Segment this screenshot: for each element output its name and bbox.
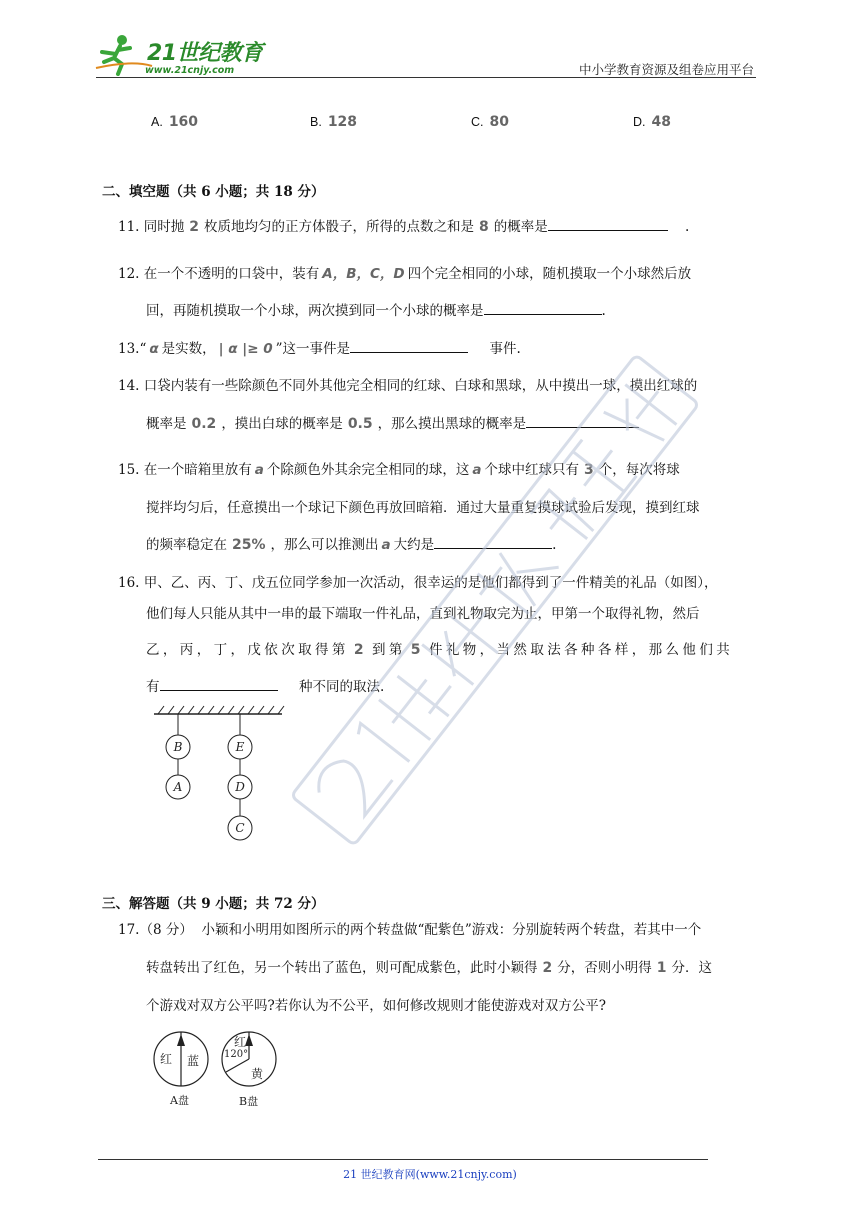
question-16-line4: 有 种不同的取法. xyxy=(146,679,385,695)
gift-label-d: D xyxy=(235,780,245,794)
section-fill-blank-title: 二、填空题（共 6 小题；共 18 分） xyxy=(102,184,325,200)
spinner-b-angle-label: 120° xyxy=(224,1049,249,1060)
question-15-line3: 的频率稳定在 25% ，那么可以推测出 a 大约是 . xyxy=(146,537,557,553)
question-17: 17.（8 分） 小颖和小明用如图所示的两个转盘做“配紫色”游戏：分别旋转两个转盘，若其中一个 xyxy=(118,922,702,938)
choice-c: C. 80 xyxy=(471,114,509,130)
gift-label-b: B xyxy=(173,740,183,754)
spinner-b-arrow-icon xyxy=(245,1034,253,1046)
spinner-a-blue-label: 蓝 xyxy=(187,1054,200,1068)
gift-hanging-diagram xyxy=(148,704,288,844)
footer-divider xyxy=(98,1159,708,1160)
section-answer-title: 三、解答题（共 9 小题；共 72 分） xyxy=(102,896,325,912)
spinner-b-red-label: 红 xyxy=(234,1035,247,1049)
gift-label-c: C xyxy=(235,821,245,835)
question-14: 14. 口袋内装有一些除颜色不同外其他完全相同的红球、白球和黑球，从中摸出一球，摸出红球的 xyxy=(118,378,698,394)
spinner-a-caption: A盘 xyxy=(170,1094,189,1107)
question-11: 11. 同时抛 2 枚质地均匀的正方体骰子，所得的点数之和是 8 的概率是 . xyxy=(118,219,690,235)
answer-blank[interactable] xyxy=(350,340,468,353)
gift-label-e: E xyxy=(235,740,245,754)
choice-d: D. 48 xyxy=(633,114,671,130)
question-16-line3: 乙，丙，丁，戊依次取得第 2 到第 5 件礼物，当然取法各种各样，那么他们共 xyxy=(146,642,734,658)
choice-b: B. 128 xyxy=(310,114,358,130)
logo-url-text: www.21cnjy.com xyxy=(145,65,235,76)
question-12-line2: 回，再随机摸取一个小球，两次摸到同一个小球的概率是 . xyxy=(146,303,606,319)
question-12: 12. 在一个不透明的口袋中，装有 A，B，C，D 四个完全相同的小球，随机摸取一个小球然后放 xyxy=(118,266,692,282)
question-13: 13.“ α 是实数， | α |≥ 0 ”这一事件是 事件. xyxy=(118,341,521,357)
gift-label-a: A xyxy=(173,780,183,794)
answer-blank[interactable] xyxy=(160,678,278,691)
answer-blank[interactable] xyxy=(526,415,639,428)
question-15: 15. 在一个暗箱里放有 a 个除颜色外其余完全相同的球，这 a 个球中红球只有 3 个，每次将球 xyxy=(118,462,680,478)
question-16: 16. 甲、乙、丙、丁、戊五位同学参加一次活动，很幸运的是他们都得到了一件精美的礼品（如图）， xyxy=(118,575,718,591)
spinner-a-arrow-icon xyxy=(177,1034,185,1046)
spinner-b-caption: B盘 xyxy=(239,1095,259,1108)
spinner-a-red-label: 红 xyxy=(160,1052,173,1066)
answer-blank[interactable] xyxy=(484,302,602,315)
question-15-line2: 搅拌均匀后，任意摸出一个球记下颜色再放回暗箱．通过大量重复摸球试验后发现，摸到红球 xyxy=(146,500,700,516)
logo-main-text: 21世纪教育 xyxy=(147,41,263,66)
choice-a: A. 160 xyxy=(151,114,199,130)
header-divider xyxy=(96,77,756,78)
spinner-b-yellow-label: 黄 xyxy=(251,1067,264,1081)
header-platform-text: 中小学教育资源及组卷应用平台 xyxy=(578,62,754,77)
spinners-figure xyxy=(148,1028,288,1112)
question-14-line2: 概率是 0.2 ，摸出白球的概率是 0.5 ，那么摸出黑球的概率是 xyxy=(146,412,639,432)
answer-blank[interactable] xyxy=(434,536,552,549)
question-16-line2: 他们每人只能从其中一串的最下端取一件礼品，直到礼物取完为止，甲第一个取得礼物，然后 xyxy=(146,606,700,622)
question-17-line2: 转盘转出了红色，另一个转出了蓝色，则可配成紫色，此时小颖得 2 分，否则小明得 1 分．这 xyxy=(146,960,712,976)
question-17-line3: 个游戏对双方公平吗?若你认为不公平，如何修改规则才能使游戏对双方公平? xyxy=(146,998,606,1014)
footer-site-text: 21 世纪教育网(www.21cnjy.com) xyxy=(343,1168,517,1181)
answer-blank[interactable] xyxy=(548,218,668,231)
